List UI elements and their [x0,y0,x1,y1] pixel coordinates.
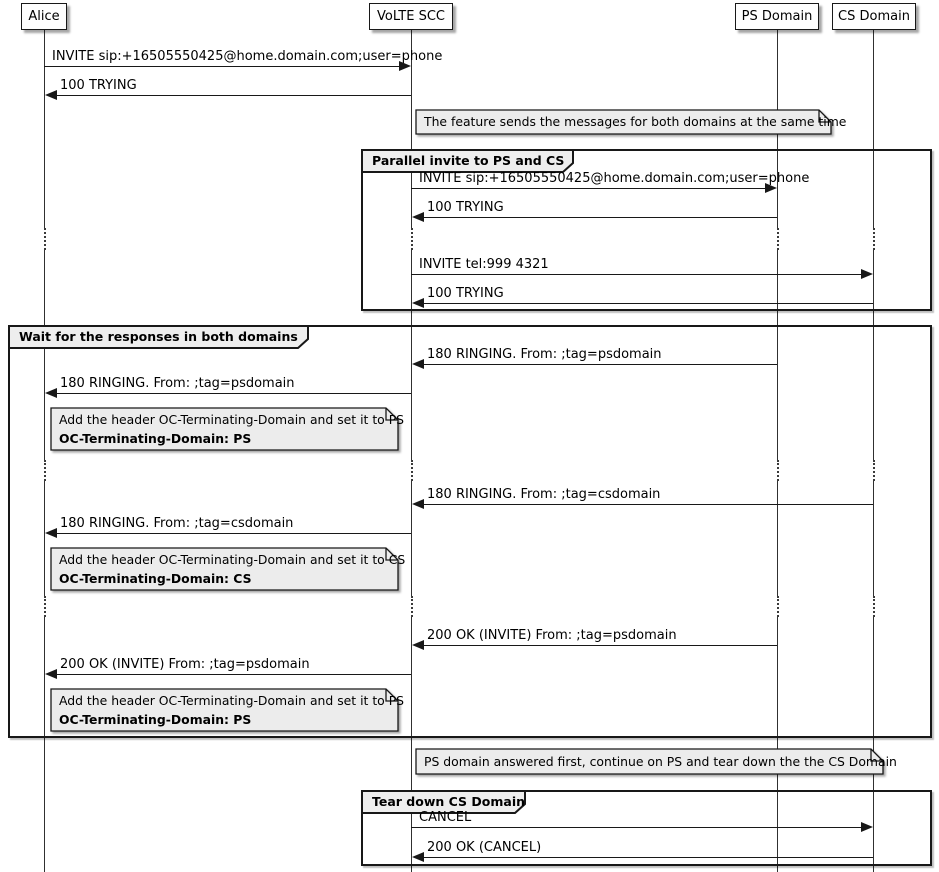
note-line: Add the header OC-Terminating-Domain and set it to PS [59,412,405,427]
message-label: 200 OK (CANCEL) [427,840,542,855]
message-line [424,504,873,505]
note-line: OC-Terminating-Domain: PS [59,712,252,727]
participant-ps-domain [735,3,819,30]
message-label: CANCEL [419,810,472,825]
note-oc-terminating-ps-1 [50,407,405,451]
arrow-head-icon [412,852,424,862]
lifeline-delay-dots [774,460,781,481]
lifeline-delay-dots [408,460,415,481]
arrow-head-icon [412,499,424,509]
participant-label: Alice [28,9,60,24]
message-label: 180 RINGING. From: ;tag=csdomain [60,516,294,531]
note-line: OC-Terminating-Domain: CS [59,571,252,586]
message-label: 100 TRYING [427,200,504,215]
lifeline-delay-dots [408,596,415,617]
arrow-head-icon [412,640,424,650]
note-line: Add the header OC-Terminating-Domain and set it to CS [59,552,406,567]
message-line [424,364,777,365]
arrow-head-icon [861,269,873,279]
message-label: INVITE sip:+16505550425@home.domain.com;user=phone [419,171,810,186]
arrow-head-icon [412,359,424,369]
lifeline-delay-dots [870,596,877,617]
message-label: 200 OK (INVITE) From: ;tag=psdomain [427,628,677,643]
arrow-head-icon [861,822,873,832]
message-line [411,188,765,189]
participant-label: VoLTE SCC [377,9,445,24]
arrow-head-icon [45,528,57,538]
message-line [56,95,411,96]
message-label: 180 RINGING. From: ;tag=psdomain [427,347,662,362]
group-label: Tear down CS Domain [372,794,525,809]
message-label: INVITE tel:999 4321 [419,257,549,272]
group-parallel-invite-tab [361,149,575,173]
arrow-head-icon [412,298,424,308]
message-line [44,66,400,67]
message-line [411,274,861,275]
message-line [56,393,411,394]
message-label: 180 RINGING. From: ;tag=psdomain [60,376,295,391]
note-oc-terminating-cs [50,547,406,591]
message-line [424,645,777,646]
message-line [56,533,411,534]
group-label: Wait for the responses in both domains [19,329,298,344]
message-line [424,857,873,858]
arrow-head-icon [412,212,424,222]
note-line: Add the header OC-Terminating-Domain and set it to PS [59,693,405,708]
arrow-head-icon [45,669,57,679]
message-label: INVITE sip:+16505550425@home.domain.com;user=phone [52,49,443,64]
note-line: OC-Terminating-Domain: PS [59,431,252,446]
lifeline-delay-dots [774,596,781,617]
arrow-head-icon [45,388,57,398]
message-line [424,217,777,218]
participant-alice [21,3,67,30]
lifeline-delay-dots [870,228,877,250]
message-label: 100 TRYING [60,78,137,93]
arrow-head-icon [45,90,57,100]
participant-cs-domain [832,3,916,30]
arrow-head-icon [765,183,777,193]
note-feature-both-domains [415,109,847,135]
message-line [56,674,411,675]
lifeline-delay-dots [41,228,48,250]
participant-label: PS Domain [741,9,813,24]
group-label: Parallel invite to PS and CS [372,153,565,168]
participant-volte-scc [369,3,453,30]
lifeline-delay-dots [41,596,48,617]
note-oc-terminating-ps-2 [50,688,405,732]
note-line: PS domain answered first, continue on PS and tear down the the CS Domain [424,754,897,769]
participant-label: CS Domain [838,9,910,24]
lifeline-delay-dots [41,460,48,481]
message-line [411,827,861,828]
message-label: 180 RINGING. From: ;tag=csdomain [427,487,661,502]
note-line: The feature sends the messages for both domains at the same time [424,114,847,129]
group-wait-responses-tab [8,325,310,349]
message-line [424,303,873,304]
message-label: 200 OK (INVITE) From: ;tag=psdomain [60,657,310,672]
lifeline-delay-dots [408,228,415,250]
lifeline-delay-dots [774,228,781,250]
lifeline-delay-dots [870,460,877,481]
message-label: 100 TRYING [427,286,504,301]
note-ps-answered-first [415,748,897,775]
arrow-head-icon [399,61,411,71]
